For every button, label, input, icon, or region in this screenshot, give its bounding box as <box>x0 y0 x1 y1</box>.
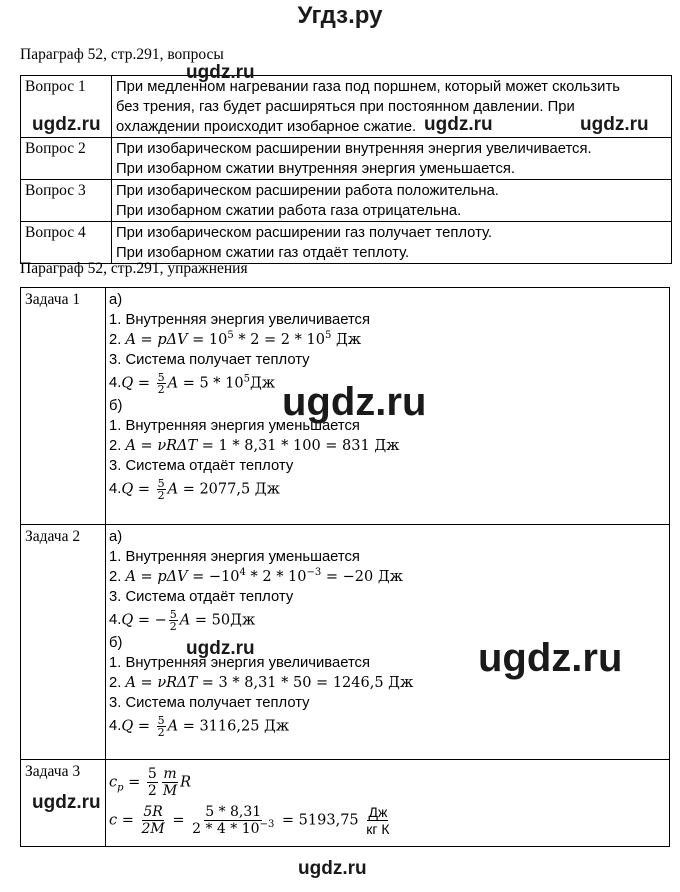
watermark: ugdz.ru <box>32 114 101 135</box>
watermark: ugdz.ru <box>580 114 649 135</box>
exercises-table <box>20 287 670 847</box>
answer-line: При изобарном сжатии газ отдаёт теплоту. <box>116 245 410 261</box>
solution-line: 1. Внутренняя энергия увеличивается <box>109 312 370 328</box>
watermark: ugdz.ru <box>298 858 367 879</box>
answer-line: охлаждении происходит изобарное сжатие. <box>116 119 417 135</box>
part-label: б) <box>109 398 123 414</box>
answer-line: При изобарическом расширении внутренняя энергия увеличивается. <box>116 141 592 157</box>
question-row <box>21 138 672 180</box>
site-title: Угдз.ру <box>297 2 383 29</box>
formula-line: 4. Q = $\frac{5}{2}$ A = 2077,5 Дж <box>109 476 280 502</box>
solution-line: 3. Система получает теплоту <box>109 352 310 368</box>
question-answer <box>112 222 672 264</box>
question-label: Вопрос 3 <box>21 180 112 222</box>
task-row <box>21 760 670 847</box>
question-row <box>21 180 672 222</box>
formula-line: 4. Q = $\frac{5}{2}$ A = 3116,25 Дж <box>109 713 290 739</box>
part-label: а) <box>109 529 123 545</box>
formula-line: 2. $A = p\Delta V = -10^4 * 2 * 10^{-3} = -20$ Дж <box>109 567 403 585</box>
watermark: ugdz.ru <box>424 114 493 135</box>
formula-line: 2. $A = p\Delta V = 10^5 * 2 = 2 * 10^5$ Дж <box>109 330 362 348</box>
task-label: Задача 3 <box>21 760 106 847</box>
watermark: ugdz.ru <box>186 62 255 83</box>
question-row <box>21 222 672 264</box>
watermark: ugdz.ru <box>186 638 255 659</box>
answer-line: При изобарном сжатии внутренняя энергия уменьшается. <box>116 161 516 177</box>
question-answer <box>112 138 672 180</box>
questions-table <box>20 75 672 264</box>
exercises-section-title: Параграф 52, стр.291, упражнения <box>20 260 248 277</box>
question-label: Вопрос 4 <box>21 222 112 264</box>
question-answer <box>112 180 672 222</box>
formula-line: 2. A = νRΔT = 1 * 8,31 * 100 = 831 Дж <box>109 438 400 454</box>
solution-line: 3. Система получает теплоту <box>109 695 310 711</box>
question-label: Вопрос 1 <box>21 76 112 138</box>
answer-line: При изобарном сжатии работа газа отрицательна. <box>116 203 462 219</box>
task-solution <box>106 760 670 847</box>
part-label: б) <box>109 635 123 651</box>
solution-line: 1. Внутренняя энергия уменьшается <box>109 549 360 565</box>
solution-line: 3. Система отдаёт теплоту <box>109 589 294 605</box>
watermark: ugdz.ru <box>32 792 101 813</box>
formula-line: 2. A = νRΔT = 3 * 8,31 * 50 = 1246,5 Дж <box>109 675 414 691</box>
answer-line: При изобарическом расширении работа положительна. <box>116 183 499 199</box>
questions-section-title: Параграф 52, стр.291, вопросы <box>20 46 224 63</box>
formula-line: 4. Q = $\frac{5}{2}$ $A = 5 * 10^5Дж$ <box>109 370 276 396</box>
solution-line: 1. Внутренняя энергия уменьшается <box>109 418 360 434</box>
watermark: ugdz.ru <box>478 636 623 680</box>
formula-line: c = $\frac{5R}{2M}$ = $\frac{5 * 8,31}{2 * 4 * 10^{-3}}$ = 5193,75 $\frac{Дж}{\text{кг К}}$ <box>109 803 390 837</box>
question-row <box>21 76 672 138</box>
solution-line: 3. Система отдаёт теплоту <box>109 458 294 474</box>
answer-line: без трения, газ будет расширяться при постоянном давлении. При <box>116 99 575 115</box>
answer-line: При медленном нагревании газа под поршнем, который может скользить <box>116 79 620 95</box>
part-label: а) <box>109 292 123 308</box>
watermark: ugdz.ru <box>282 380 427 424</box>
formula-line: $c_p$ = $\frac{5}{2}$ $\frac{m}{M}$ R <box>109 765 192 799</box>
solution-line: 1. Внутренняя энергия увеличивается <box>109 655 370 671</box>
answer-line: При изобарическом расширении газ получает теплоту. <box>116 225 493 241</box>
question-label: Вопрос 2 <box>21 138 112 180</box>
task-label: Задача 2 <box>21 525 106 760</box>
task-label: Задача 1 <box>21 288 106 525</box>
formula-line: 4. Q = − $\frac{5}{2}$ A = 50Дж <box>109 607 256 633</box>
